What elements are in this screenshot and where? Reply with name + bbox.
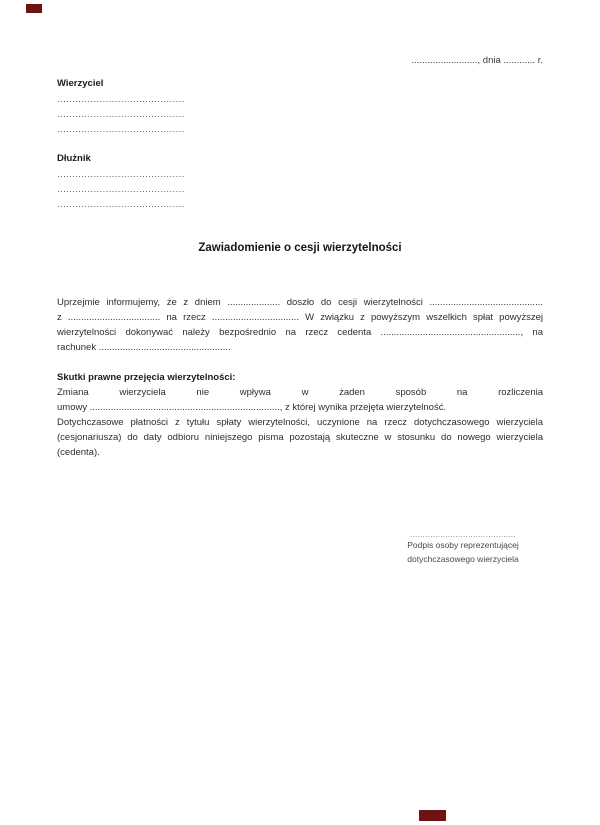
effects-line: Dotychczasowe płatności z tytułu spłaty wierzytelności, uczynione na rzecz dotychczasowego wierzyciela [57, 417, 543, 428]
effects-line: (cesjonariusza) do daty odbioru niniejszego pisma pozostają skuteczne w stosunku do nowego wierzyciela [57, 432, 543, 443]
document-title: Zawiadomienie o cesji wierzytelności [198, 242, 402, 254]
debtor-blank-line: .......................................... [57, 184, 185, 195]
debtor-address-block [57, 167, 543, 212]
red-mark-top [26, 4, 42, 13]
red-mark-bottom [419, 810, 446, 821]
debtor-blank-line: .......................................... [57, 169, 185, 180]
intro-line: wierzytelności dokonywać należy bezpośrednio na rzecz cedenta ....................................................., na [57, 327, 543, 338]
effects-paragraph [57, 385, 543, 460]
signature-caption-2: dotychczasowego wierzyciela [407, 553, 519, 564]
creditor-label: Wierzyciel [57, 78, 104, 89]
creditor-address-block [57, 92, 543, 137]
effects-line: (cedenta). [57, 447, 100, 458]
creditor-blank-line: .......................................... [57, 124, 185, 135]
debtor-label: Dłużnik [57, 153, 91, 164]
effects-line: Zmiana wierzyciela nie wpływa w żaden sposób na rozliczenia [57, 387, 543, 398]
intro-line: rachunek .................................................. [57, 342, 231, 353]
intro-line: z ................................... na rzecz ................................. W związku z powyższym wszelkich spłat powyższej [57, 312, 543, 323]
document-content [57, 0, 543, 460]
intro-line: Uprzejmie informujemy, że z dniem .................... doszło do cesji wierzytelności ........................................... [57, 297, 543, 308]
date-line: ........................., dnia ............ r. [411, 55, 543, 66]
effects-line: umowy ........................................................................, z której wynika przejęta wierzytelność. [57, 402, 447, 413]
creditor-blank-line: .......................................... [57, 94, 185, 105]
debtor-blank-line: .......................................... [57, 199, 185, 210]
signature-line: .......................................... [410, 530, 516, 539]
signature-caption-1: Podpis osoby reprezentującej [407, 540, 519, 550]
effects-heading: Skutki prawne przejęcia wierzytelności: [57, 372, 236, 383]
creditor-blank-line: .......................................... [57, 109, 185, 120]
intro-paragraph [57, 295, 543, 355]
signature-block [383, 530, 543, 566]
